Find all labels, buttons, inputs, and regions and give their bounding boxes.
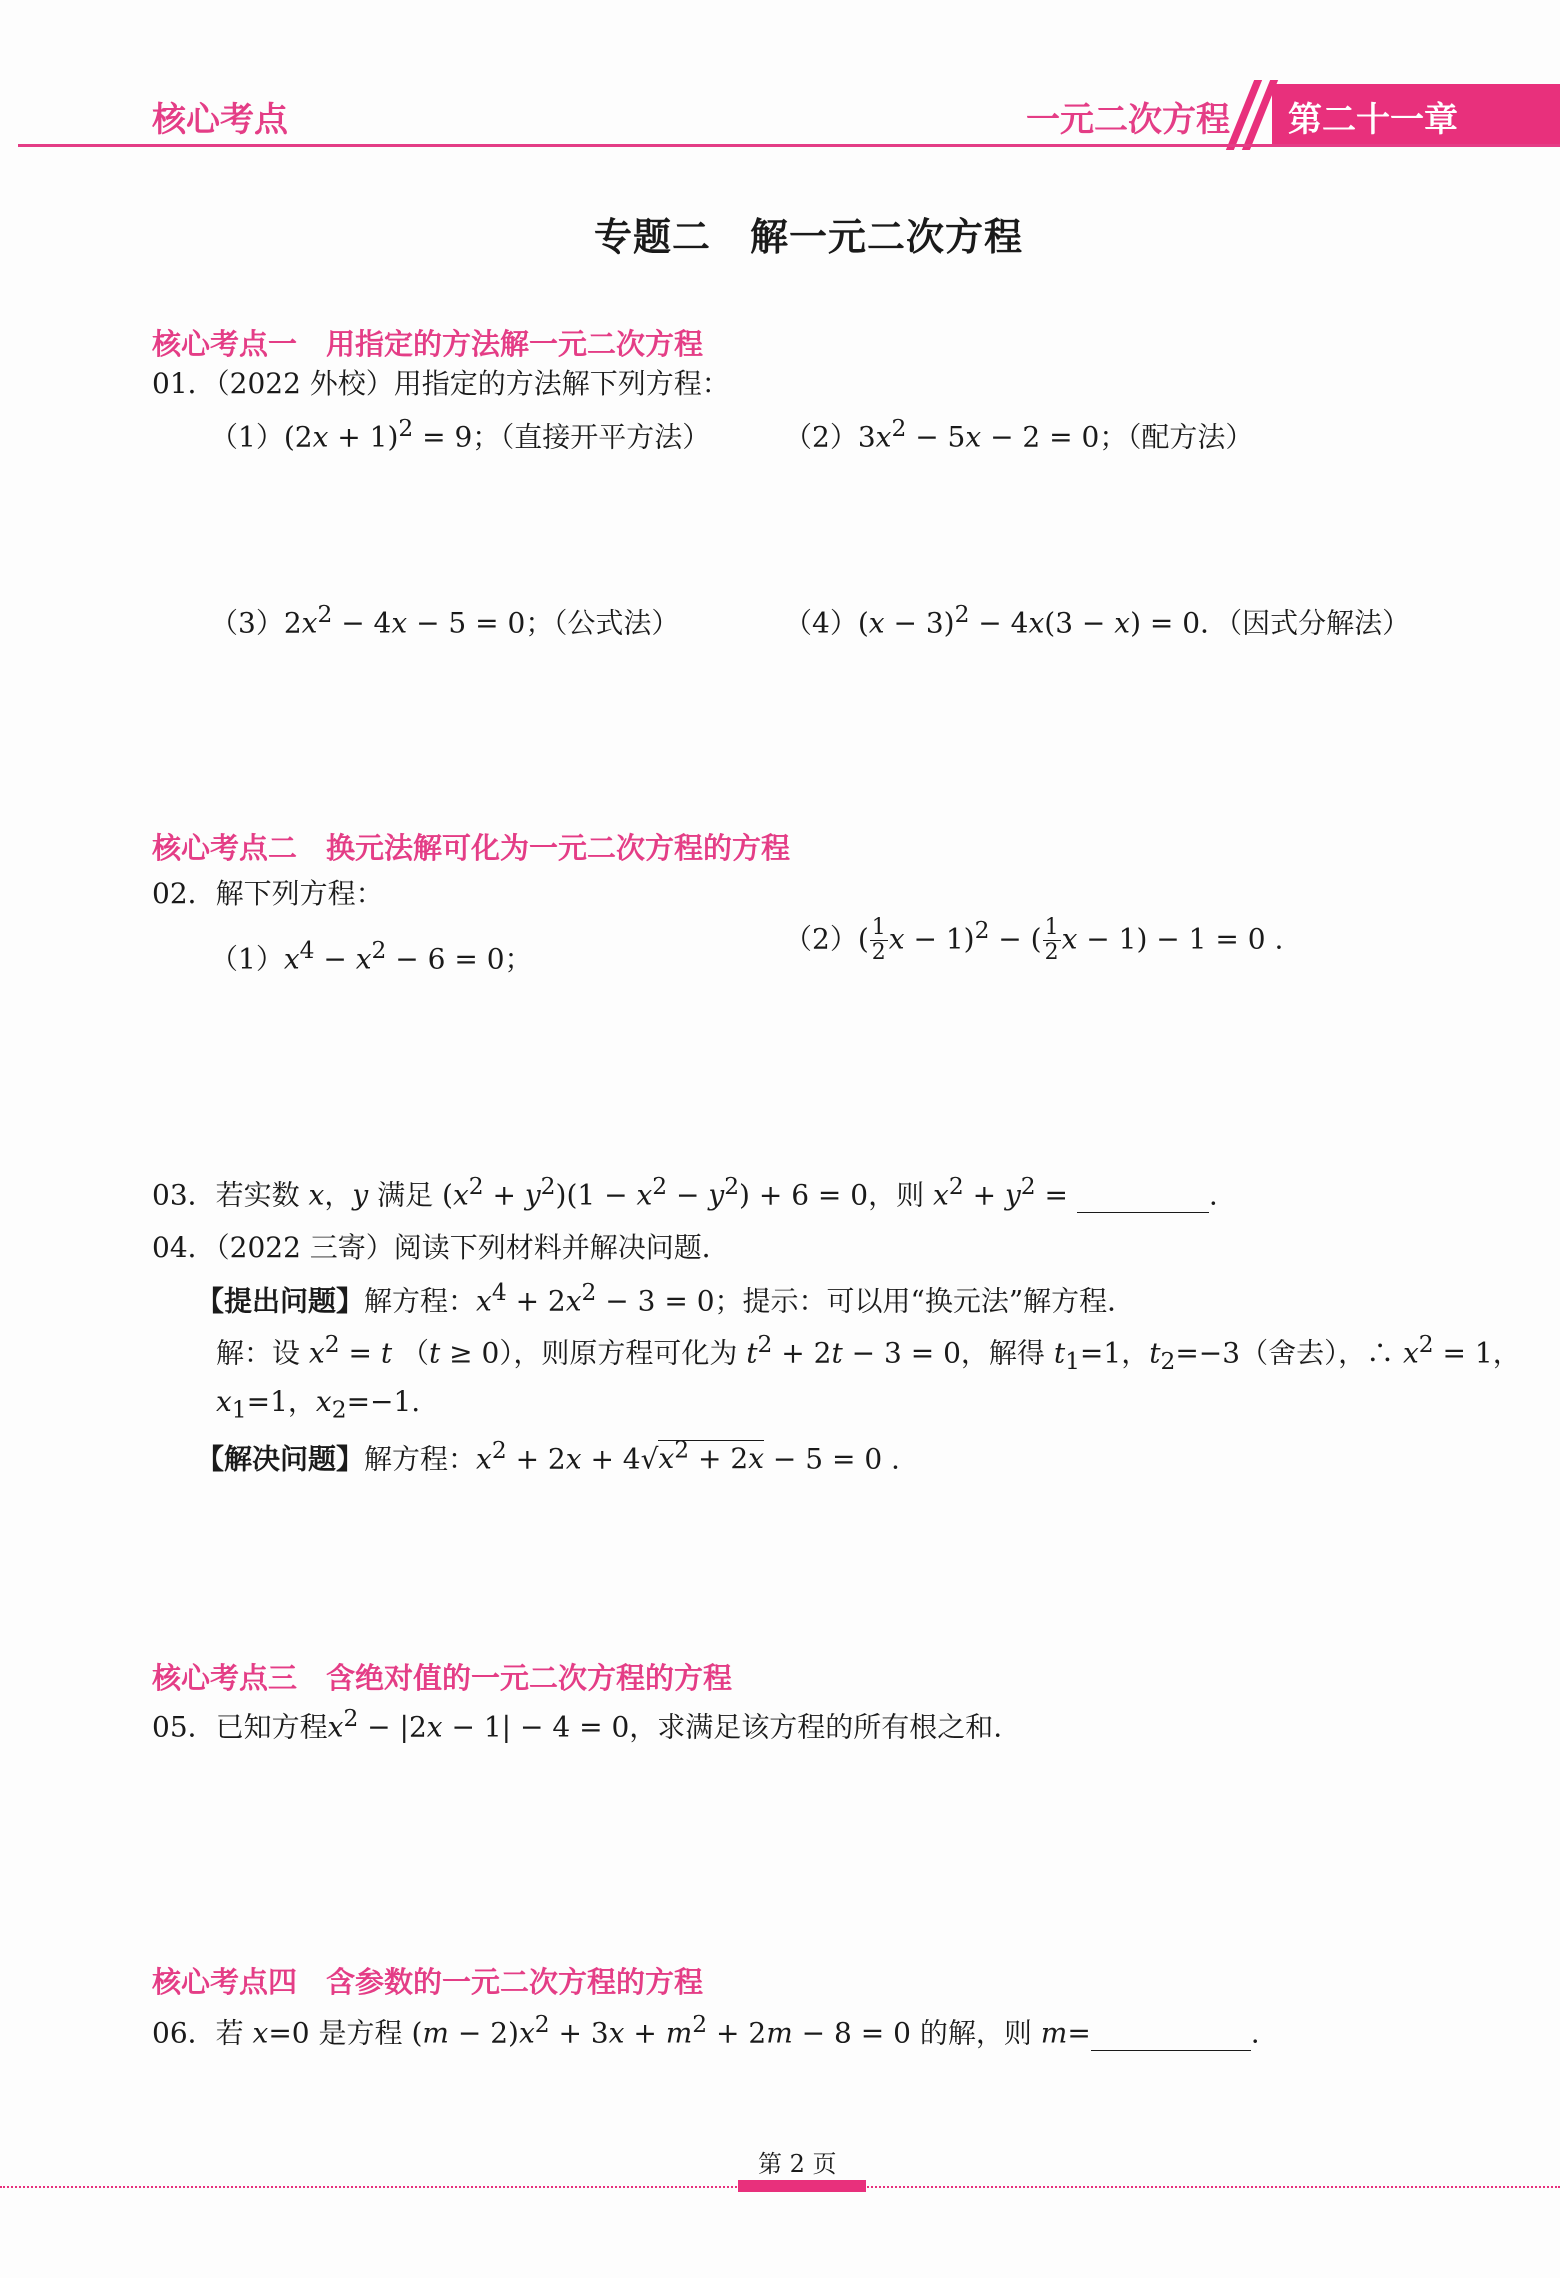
question-02-stem: 02．解下列方程：	[152, 877, 384, 910]
section-heading-3: 核心考点三 含绝对值的一元二次方程的方程	[152, 1661, 733, 1695]
question-01-stem: 01．（2022 外校）用指定的方法解下列方程：	[152, 367, 730, 400]
page-title: 专题二 解一元二次方程	[594, 215, 1024, 259]
footer-accent-bar	[738, 2180, 866, 2192]
header-section-label: 核心考点	[152, 100, 288, 140]
question-03: 03．若实数 x，y 满足 $(x^2 + y^2)(1 - x^2 - y^2) + 6 = 0$，则 $x^2 + y^2$ = .	[152, 1172, 1218, 1212]
question-01-part-3: $(3)2x^2 - 4x - 5 = 0$；（公式法）	[210, 600, 680, 640]
question-04-problem: 【提出问题】解方程：$x^4 + 2x^2 - 3 = 0$；提示：可以用“换元法”解方程．	[196, 1278, 1136, 1318]
question-05: 05．已知方程$x^2 - |2x - 1| - 4 = 0$，求满足该方程的所有根之和.	[152, 1704, 1003, 1744]
header-topic-title: 一元二次方程	[1026, 100, 1230, 140]
section-heading-1: 核心考点一 用指定的方法解一元二次方程	[152, 327, 704, 361]
section-heading-4: 核心考点四 含参数的一元二次方程的方程	[152, 1965, 704, 1999]
section-heading-2: 核心考点二 换元法解可化为一元二次方程的方程	[152, 831, 791, 865]
answer-blank[interactable]	[1091, 2050, 1251, 2051]
question-02-part-2: （2）( $\frac{1}{2}$ x − 1)$^2$ − ( $\frac{1}{2}$ x − 1) − 1 = 0 .	[784, 915, 1284, 966]
question-01-part-4: $(4)(x - 3)^2 - 4x(3 - x) = 0$．（因式分解法）	[784, 600, 1411, 640]
question-01-part-1: $(1)(2x + 1)^2 = 9$；（直接开平方法）	[210, 414, 711, 454]
question-04-stem: 04．（2022 三寄）阅读下列材料并解决问题．	[152, 1231, 730, 1264]
question-01-part-2: $(2)3x^2 - 5x - 2 = 0$；（配方法）	[784, 414, 1254, 454]
question-06: 06．若 x=0 是方程 $(m - 2)x^2 + 3x + m^2 + 2m - 8 = 0$ 的解，则 m= .	[152, 2010, 1260, 2050]
question-02-part-1: $(1)x^4 - x^2 - 6 = 0$；	[210, 936, 533, 976]
question-04-solution: 解：设 $x^2 = t$ （t ≥ 0），则原方程可化为 $t^2 + 2t - 3 = 0$，解得 $t_1=1$，$t_2=-3$（舍去），∴ $x^2 = 1$，	[216, 1330, 1521, 1375]
question-04-solution-roots: $x_1=1$，$x_2=-1$.	[216, 1385, 421, 1424]
header-divider	[18, 144, 1560, 147]
page-number: 第 2 页	[758, 2150, 837, 2178]
answer-blank[interactable]	[1077, 1212, 1209, 1213]
header-chapter-label: 第二十一章	[1288, 100, 1458, 140]
question-04-task: 【解决问题】解方程：$x^2 + 2x + 4√x^2 + 2x - 5 = 0$ .	[196, 1436, 900, 1476]
